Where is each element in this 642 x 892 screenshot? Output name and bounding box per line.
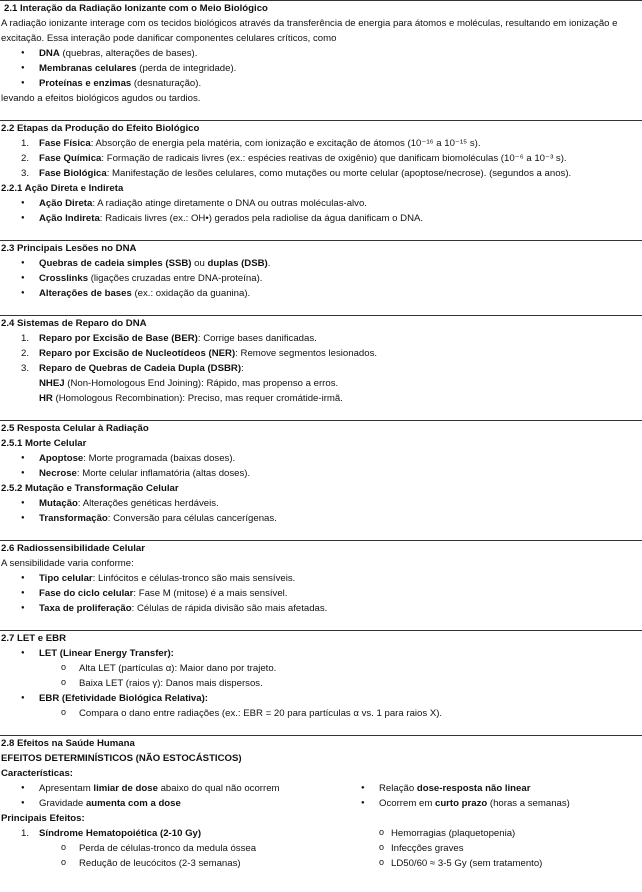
let-ebr-list: [1, 646, 642, 721]
sub-list-item: o LD50/60 ≈ 3-5 Gy (sem tratamento): [379, 857, 543, 869]
effects-right-sublist: [341, 826, 642, 871]
list-item: ● Apresentam limiar de dose abaixo do qual não ocorrem: [21, 783, 280, 794]
bullet-icon: ●: [21, 605, 25, 611]
bullet-icon: ●: [21, 50, 25, 56]
list-item: ● Relação dose-resposta não linear: [361, 783, 531, 794]
circle-bullet-icon: o: [61, 662, 67, 672]
bullet-icon: ●: [21, 215, 25, 221]
intro-paragraph: A radiação ionizante interage com os tecidos biológicos através da transferência de energia para átomos e moléculas, resultando em ionização e excitação. Essa interação pode danificar componentes celulares críticos, como: [1, 18, 618, 44]
sub-list-item: o Redução de leucócitos (2-3 semanas): [61, 857, 241, 869]
characteristics-left: [1, 781, 341, 811]
list-item: 1. Reparo por Excisão de Base (BER): Corrige bases danificadas.: [21, 333, 317, 344]
list-item: ● Apoptose: Morte programada (baixas doses).: [21, 453, 236, 464]
bullet-icon: ●: [21, 290, 25, 296]
outro-paragraph: levando a efeitos biológicos agudos ou tardios.: [1, 93, 201, 104]
action-list: [1, 196, 642, 226]
section-title: 2.2 Etapas da Produção do Efeito Biológico: [1, 123, 200, 134]
circle-bullet-icon: o: [379, 827, 385, 837]
bullet-icon: ●: [21, 785, 25, 791]
circle-bullet-icon: o: [379, 842, 385, 852]
section-title: 2.8 Efeitos na Saúde Humana: [1, 738, 135, 749]
sub-list-item: o Infecções graves: [379, 842, 464, 854]
section-title: 2.5 Resposta Celular à Radiação: [1, 423, 149, 434]
list-item: ● Quebras de cadeia simples (SSB) ou duplas (DSB).: [21, 258, 271, 269]
list-item: ● Ocorrem em curto prazo (horas a semanas): [361, 798, 570, 809]
list-item: ● Ação Indireta: Radicais livres (ex.: OH•) gerados pela radiolise da água danificam o DNA.: [21, 213, 424, 224]
section-2-7: [0, 631, 642, 735]
section-2-8: [0, 736, 642, 871]
bullet-icon: ●: [21, 515, 25, 521]
main-effects-label: Principais Efeitos:: [1, 813, 85, 824]
sub-list-item: o Compara o dano entre radiações (ex.: EBR = 20 para partículas α vs. 1 para raios X).: [61, 707, 443, 719]
list-item: ● Mutação: Alterações genéticas herdáveis.: [21, 498, 219, 509]
section-2-6: [0, 541, 642, 630]
section-2-3: [0, 241, 642, 315]
bullet-icon: ●: [21, 590, 25, 596]
list-item: ● Necrose: Morte celular inflamatória (altas doses).: [21, 468, 251, 479]
list-item: ● Fase do ciclo celular: Fase M (mitose) é a mais sensível.: [21, 588, 288, 599]
sub-list-item: o Baixa LET (raios γ): Danos mais dispersos.: [61, 677, 263, 689]
section-title: 2.1 Interação da Radiação Ionizante com o Meio Biológico: [4, 3, 268, 14]
repair-list: [1, 331, 642, 376]
list-item: 3. Fase Biológica: Manifestação de lesões celulares, como mutações ou morte celular (apoptose/necrose). (segundos a anos).: [21, 168, 572, 179]
list-item: 1. Síndrome Hematopoiética (2-10 Gy): [21, 828, 202, 839]
bullet-icon: ●: [361, 800, 365, 806]
circle-bullet-icon: o: [61, 857, 67, 867]
subsection-title: 2.2.1 Ação Direta e Indireta: [1, 183, 124, 194]
section-title: 2.6 Radiossensibilidade Celular: [1, 543, 145, 554]
bullet-icon: ●: [21, 500, 25, 506]
list-item: ● Taxa de proliferação: Células de rápida divisão são mais afetadas.: [21, 603, 328, 614]
characteristics-label: Características:: [1, 768, 73, 779]
dsbr-item: NHEJ (Non-Homologous End Joining): Rápido, mas propenso a erros.: [39, 378, 339, 389]
list-item: ● EBR (Efetividade Biológica Relativa):: [21, 693, 208, 704]
list-item: ● Proteínas e enzimas (desnaturação).: [21, 78, 202, 89]
section-title: 2.7 LET e EBR: [1, 633, 67, 644]
death-list: [1, 451, 642, 481]
sub-list-item: o Hemorragias (plaquetopenia): [379, 827, 516, 839]
characteristics-columns: [1, 781, 642, 811]
circle-bullet-icon: o: [61, 707, 67, 717]
list-item: ● Membranas celulares (perda de integridade).: [21, 63, 237, 74]
subsection-title: 2.5.2 Mutação e Transformação Celular: [1, 483, 179, 494]
bullet-icon: ●: [21, 260, 25, 266]
list-item: 2. Reparo por Excisão de Nucleotídeos (NER): Remove segmentos lesionados.: [21, 348, 378, 359]
effects-left-sublist: [1, 841, 341, 871]
bullet-icon: ●: [21, 80, 25, 86]
section-2-5: [0, 421, 642, 540]
section-2-4: [0, 316, 642, 420]
list-item: 3. Reparo de Quebras de Cadeia Dupla (DSBR):: [21, 363, 244, 374]
circle-bullet-icon: o: [379, 857, 385, 867]
bullet-icon: ●: [21, 455, 25, 461]
list-item: ● DNA (quebras, alterações de bases).: [21, 48, 198, 59]
effects-subtitle: EFEITOS DETERMINÍSTICOS (NÃO ESTOCÁSTICOS): [1, 753, 242, 764]
bullet-icon: ●: [21, 65, 25, 71]
circle-bullet-icon: o: [61, 677, 67, 687]
bullet-icon: ●: [21, 800, 25, 806]
list-item: 1. Fase Física: Absorção de energia pela matéria, com ionização e excitação de átomos (10⁻¹⁶ a 10⁻¹⁵ s).: [21, 138, 481, 149]
list-item: 2. Fase Química: Formação de radicais livres (ex.: espécies reativas de oxigênio) que danificam biomoléculas (10⁻⁶ a 10⁻³ s).: [21, 153, 567, 164]
bullet-icon: ●: [21, 200, 25, 206]
bullet-icon: ●: [21, 695, 25, 701]
bullet-icon: ●: [21, 575, 25, 581]
dsbr-item: HR (Homologous Recombination): Preciso, mas requer cromátide-irmã.: [39, 393, 343, 404]
subsection-title: 2.5.1 Morte Celular: [1, 438, 87, 449]
list-item: ● Alterações de bases (ex.: oxidação da guanina).: [21, 288, 251, 299]
section-title: 2.3 Principais Lesões no DNA: [1, 243, 137, 254]
bullet-icon: ●: [361, 785, 365, 791]
list-item: ● Tipo celular: Linfócitos e células-tronco são mais sensíveis.: [21, 573, 296, 584]
intro-paragraph: A sensibilidade varia conforme:: [1, 558, 134, 569]
list-item: ● LET (Linear Energy Transfer):: [21, 648, 174, 659]
list-item: ● Gravidade aumenta com a dose: [21, 798, 181, 809]
list-item: ● Ação Direta: A radiação atinge diretamente o DNA ou outras moléculas-alvo.: [21, 198, 367, 209]
bullet-icon: ●: [21, 650, 25, 656]
section-2-2: [0, 121, 642, 240]
component-list: [1, 46, 642, 91]
mutation-list: [1, 496, 642, 526]
phase-list: [1, 136, 642, 181]
effects-columns: [1, 826, 642, 871]
sub-list-item: o Perda de células-tronco da medula óssea: [61, 842, 257, 854]
list-item: ● Transformação: Conversão para células cancerígenas.: [21, 513, 277, 524]
bullet-icon: ●: [21, 275, 25, 281]
sensitivity-list: [1, 571, 642, 616]
section-2-1: [0, 1, 642, 120]
list-item: ● Crosslinks (ligações cruzadas entre DNA-proteína).: [21, 273, 263, 284]
sub-list-item: o Alta LET (partículas α): Maior dano por trajeto.: [61, 662, 277, 674]
bullet-icon: ●: [21, 470, 25, 476]
circle-bullet-icon: o: [61, 842, 67, 852]
characteristics-right: [341, 781, 642, 811]
effects-left: [1, 826, 341, 871]
lesion-list: [1, 256, 642, 301]
section-title: 2.4 Sistemas de Reparo do DNA: [1, 318, 147, 329]
